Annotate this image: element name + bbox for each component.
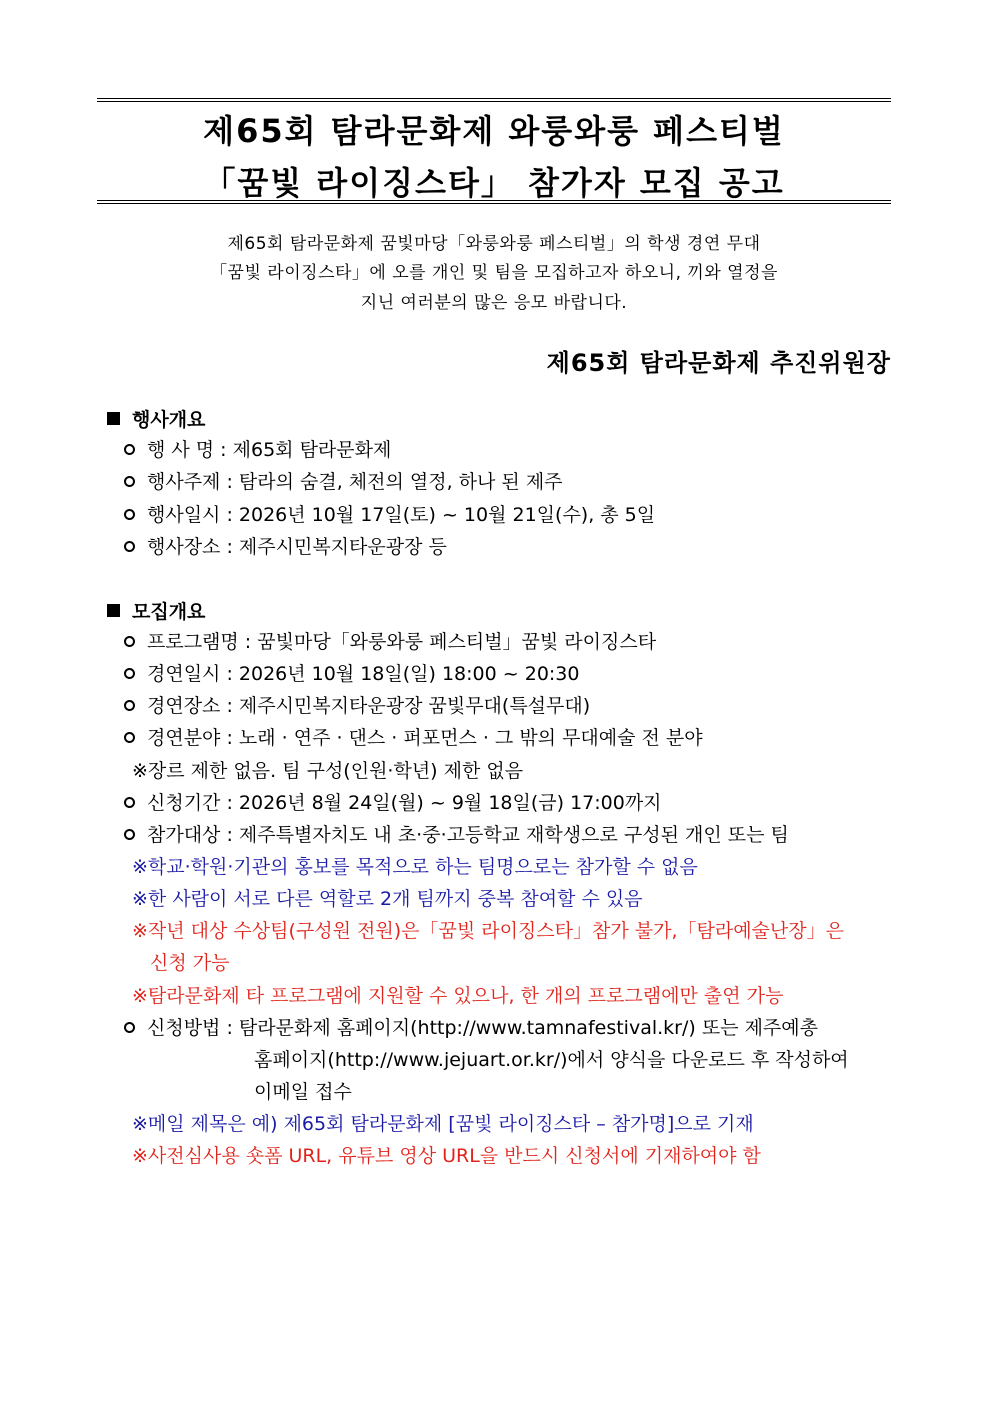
intro-line-3: 지닌 여러분의 많은 응모 바랍니다.: [360, 293, 628, 313]
application-method-line-3: 이메일 접수: [254, 1081, 352, 1103]
application-period-row: 신청기간 : 2026년 8월 24일(월) ~ 9월 18일(금) 17:00까지: [124, 790, 662, 816]
target-row: 참가대상 : 제주특별자치도 내 초·중·고등학교 재학생으로 구성된 개인 또는 팀: [124, 822, 789, 848]
intro-line-2: 「꿈빛 라이징스타」에 오를 개인 및 팀을 모집하고자 하오니, 끼와 열정을: [210, 263, 778, 283]
event-date-row: 행사일시 : 2026년 10월 17일(토) ~ 10월 21일(수), 총 5일: [124, 502, 655, 528]
method-note-1: ※메일 제목은 예) 제65회 탐라문화제 [꿈빛 라이징스타 – 참가명]으로 기재: [132, 1113, 754, 1135]
target-note-2: ※한 사람이 서로 다른 역할로 2개 팀까지 중복 참여할 수 있음: [132, 888, 643, 910]
program-row: 프로그램명 : 꿈빛마당「와룽와룽 페스티벌」꿈빛 라이징스타: [124, 629, 656, 655]
contest-date-row: 경연일시 : 2026년 10월 18일(일) 18:00 ~ 20:30: [124, 661, 579, 687]
title-block: [97, 98, 891, 204]
title-line-2: 「꿈빛 라이징스타」 참가자 모집 공고: [203, 164, 785, 202]
title-line-1: 제65회 탐라문화제 와룽와룽 페스티벌: [203, 112, 785, 150]
circle-bullet-icon: [124, 509, 135, 520]
event-theme-row: 행사주제 : 탐라의 숨결, 체전의 열정, 하나 된 제주: [124, 469, 563, 495]
circle-bullet-icon: [124, 797, 135, 808]
circle-bullet-icon: [124, 700, 135, 711]
method-note-2: ※사전심사용 숏폼 URL, 유튜브 영상 URL을 반드시 신청서에 기재하여야 함: [132, 1145, 761, 1167]
target-note-3-cont: 신청 가능: [150, 952, 230, 974]
circle-bullet-icon: [124, 444, 135, 455]
section-heading-recruitment: 모집개요: [107, 597, 205, 624]
event-name-row: 행 사 명 : 제65회 탐라문화제: [124, 437, 391, 463]
intro-line-1: 제65회 탐라문화제 꿈빛마당「와룽와룽 페스티벌」의 학생 경연 무대: [227, 234, 761, 254]
application-method-line-2: 홈페이지(http://www.jejuart.or.kr/)에서 양식을 다운로드 후 작성하여: [254, 1049, 849, 1071]
circle-bullet-icon: [124, 668, 135, 679]
target-note-4: ※탐라문화제 타 프로그램에 지원할 수 있으나, 한 개의 프로그램에만 출연 가능: [132, 985, 784, 1007]
circle-bullet-icon: [124, 476, 135, 487]
application-method-row: 신청방법 : 탐라문화제 홈페이지(http://www.tamnafestival.kr/) 또는 제주예총: [124, 1015, 818, 1041]
target-note-1: ※학교·학원·기관의 홍보를 목적으로 하는 팀명으로는 참가할 수 없음: [132, 856, 698, 878]
square-bullet-icon: [107, 604, 120, 617]
field-note: ※장르 제한 없음. 팀 구성(인원·학년) 제한 없음: [132, 760, 524, 782]
circle-bullet-icon: [124, 732, 135, 743]
section-heading-overview: 행사개요: [107, 405, 205, 432]
square-bullet-icon: [107, 412, 120, 425]
circle-bullet-icon: [124, 1022, 135, 1033]
contest-field-row: 경연분야 : 노래 · 연주 · 댄스 · 퍼포먼스 · 그 밖의 무대예술 전 분야: [124, 725, 703, 751]
circle-bullet-icon: [124, 541, 135, 552]
contest-place-row: 경연장소 : 제주시민복지타운광장 꿈빛무대(특설무대): [124, 693, 590, 719]
signer: 제65회 탐라문화제 추진위원장: [546, 349, 891, 377]
circle-bullet-icon: [124, 829, 135, 840]
event-place-row: 행사장소 : 제주시민복지타운광장 등: [124, 534, 447, 560]
target-note-3: ※작년 대상 수상팀(구성원 전원)은「꿈빛 라이징스타」참가 불가,「탐라예술난장」은: [132, 920, 844, 942]
circle-bullet-icon: [124, 636, 135, 647]
